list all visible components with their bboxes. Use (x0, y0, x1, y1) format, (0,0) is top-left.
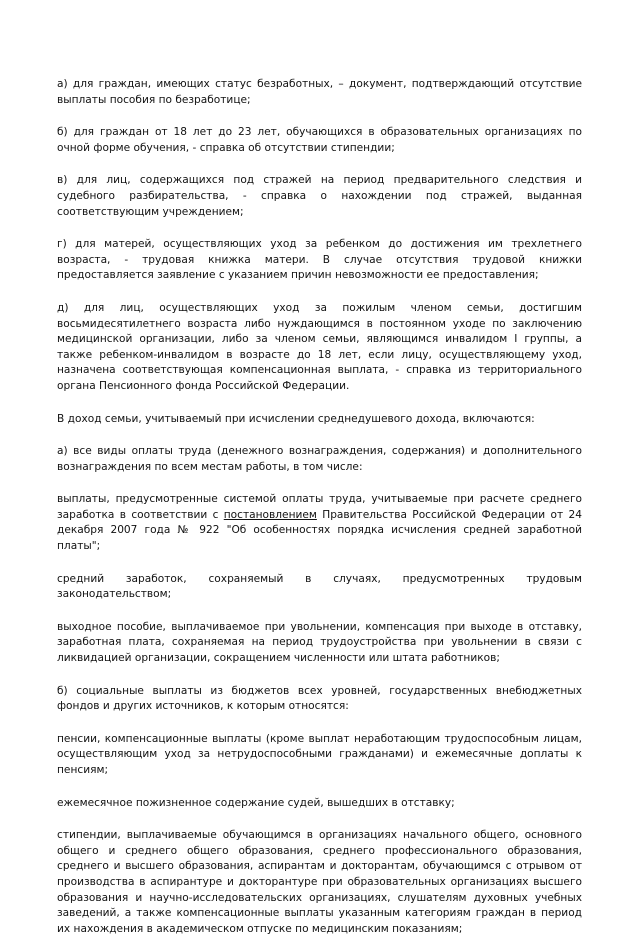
paragraph-judges: ежемесячное пожизненное содержание судей, вышедших в отставку; (57, 796, 455, 809)
resolution-link[interactable]: постановлением (223, 508, 317, 521)
paragraph-social-payments: б) социальные выплаты из бюджетов всех уровней, государственных внебюджетных фондов и других источников, к которым относятся: (57, 684, 586, 713)
paragraph-mothers: г) для матерей, осуществляющих уход за ребенком до достижения им трехлетнего возраста, - трудовая книжка матери. В случае отсутствия трудовой книжки предоставляется заявление с указанием причин невозможности ее предоставления; (57, 238, 586, 282)
paragraph-wages: а) все виды оплаты труда (денежного вознаграждения, содержания) и дополнительного вознаграждения по всем местам работы, в том числе: (57, 445, 586, 473)
paragraph-caregivers: д) для лиц, осуществляющих уход за пожилым членом семьи, достигшим восьмидесятилетнего возраста либо нуждающимся в постоянном уходе по заключению медицинской организации, либо за членом семьи, являющимся инвалидом I группы, а также ребенком-инвалидом в возрасте до 18 лет, если лицу, осуществляющему уход, назначена соответствующая компенсационная выплата, - справка из территориального органа Пенсионного фонда Российской Федерации. (57, 301, 586, 392)
salary-text-after: Правительства Российской Федерации от 24 декабря 2007 года № 922 "Об особенностях порядка исчисления средней заработной платы"; (57, 508, 586, 553)
paragraph-unemployed: а) для граждан, имеющих статус безработных, – документ, подтверждающий отсутствие выплаты пособия по безработице; (57, 78, 586, 106)
paragraph-salary-payments (57, 492, 586, 554)
paragraph-average-earnings: средний заработок, сохраняемый в случаях, предусмотренных трудовым законодательством; (57, 572, 586, 601)
salary-text-before: выплаты, предусмотренные системой оплаты труда, учитываемые при расчете среднего заработка в соответствии с (57, 493, 586, 521)
paragraph-family-income-intro: В доход семьи, учитываемый при исчислении среднедушевого дохода, включаются: (57, 412, 535, 425)
paragraph-stipends: стипендии, выплачиваемые обучающимся в организациях начального общего, основного общего и среднего общего образования, среднего профессионального образования, среднего и высшего образования, аспирантам и докторантам, обучающимся с отрывом от производства в аспирантуре и докторантуре при образовательных организациях высшего образования и научно-исследовательских организациях, слушателям духовных учебных заведений, а также компенсационные выплаты указанным категориям граждан в период их нахождения в академическом отпуске по медицинским показаниям; (57, 829, 586, 935)
paragraph-severance: выходное пособие, выплачиваемое при увольнении, компенсация при выходе в отставку, заработная плата, сохраняемая на период трудоустройства при увольнении в связи с ликвидацией организации, сокращением численности или штата работников; (57, 620, 586, 665)
paragraph-pensions: пенсии, компенсационные выплаты (кроме выплат неработающим трудоспособным лицам, осуществляющим уход за нетрудоспособными гражданами) и ежемесячные доплаты к пенсиям; (57, 732, 586, 776)
paragraph-students: б) для граждан от 18 лет до 23 лет, обучающихся в образовательных организациях по очной форме обучения, - справка об отсутствии стипендии; (57, 126, 586, 154)
document-page (57, 77, 586, 937)
paragraph-detained: в) для лиц, содержащихся под стражей на период предварительного следствия и судебного разбирательства, - справка о нахождении под стражей, выданная соответствующим учреждением; (57, 174, 586, 218)
